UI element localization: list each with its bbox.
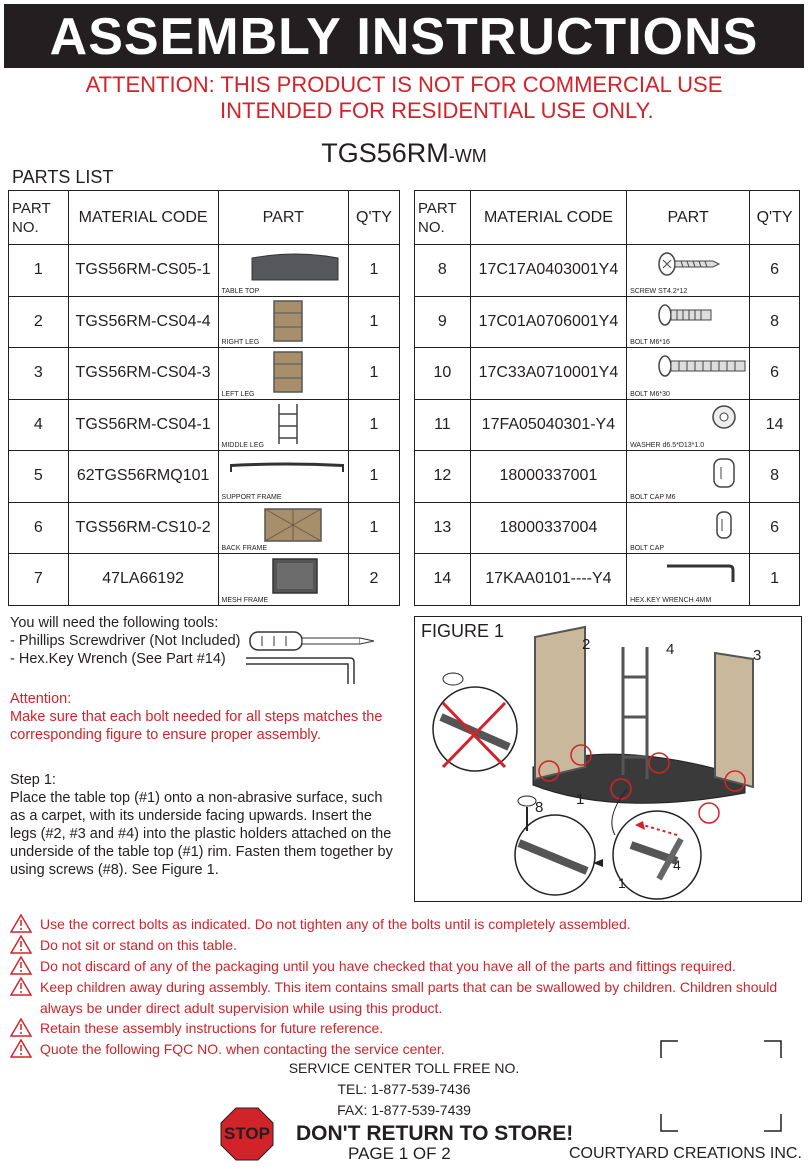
header-qty: Q'TY (349, 191, 400, 245)
tools-intro: You will need the following tools: (10, 615, 219, 631)
attention-title: Attention: (10, 691, 72, 707)
warning-icon (10, 935, 32, 954)
material-code: 62TGS56RMQ101 (68, 451, 218, 503)
attention-text-2: corresponding figure to ensure proper assembly. (10, 727, 321, 743)
header-part: PART (218, 191, 348, 245)
assembly-diagram (415, 617, 801, 901)
part-caption: BOLT CAP (630, 545, 665, 552)
material-code: 18000337004 (470, 502, 626, 554)
warning-item (10, 977, 800, 1019)
part-illustration-cell (218, 296, 348, 348)
step-1-title: Step 1: (10, 772, 56, 788)
title-banner: ASSEMBLY INSTRUCTIONS (4, 4, 804, 68)
callout-8: 8 (535, 799, 544, 816)
part-illustration-cell (218, 451, 348, 503)
part-number: 9 (415, 296, 471, 348)
warning-icon (10, 956, 32, 975)
material-code: TGS56RM-CS04-1 (68, 399, 218, 451)
warning-text: Quote the following FQC NO. when contacting the service center. (40, 1041, 445, 1057)
part-caption: MESH FRAME (221, 596, 269, 604)
part-caption: MIDDLE LEG (221, 442, 264, 449)
part-number: 10 (415, 348, 471, 400)
middle-leg-illustration (271, 402, 307, 446)
warning-text: Retain these assembly instructions for future reference. (40, 1020, 384, 1036)
table-row (9, 245, 400, 297)
table-row (415, 296, 800, 348)
part-illustration-cell (627, 502, 750, 554)
part-caption: BACK FRAME (221, 545, 268, 552)
part-number: 6 (9, 502, 69, 554)
table-row (415, 399, 800, 451)
part-caption: WASHER d6.5*D13*1.0 (630, 442, 705, 449)
part-illustration-cell (627, 399, 750, 451)
service-fax: FAX: 1-877-539-7439 (337, 1102, 471, 1118)
callout-2: 2 (582, 636, 591, 653)
stop-text: STOP (224, 1124, 270, 1143)
warning-text: Use the correct bolts as indicated. Do not tighten any of the bolts until is completely assembled. (40, 916, 631, 932)
warning-icon (10, 1018, 32, 1037)
quantity: 6 (750, 348, 800, 400)
material-code: TGS56RM-CS04-3 (68, 348, 218, 400)
parts-table-left (8, 190, 400, 606)
quantity: 8 (750, 451, 800, 503)
callout-4: 4 (666, 641, 675, 658)
long-bolt-icon (657, 354, 749, 378)
part-caption: BOLT M6*16 (630, 339, 670, 346)
warning-item (10, 935, 800, 956)
part-illustration-cell (218, 554, 348, 606)
table-row (9, 296, 400, 348)
figure-label: FIGURE 1 (421, 621, 505, 641)
part-number: 13 (415, 502, 471, 554)
page-number: PAGE 1 OF 2 (348, 1144, 451, 1163)
part-illustration-cell (627, 348, 750, 400)
warning-text: Do not sit or stand on this table. (40, 937, 237, 953)
part-caption: SUPPORT FRAME (221, 493, 282, 501)
screw-icon (657, 251, 721, 277)
part-illustration-cell (627, 554, 750, 606)
part-illustration-cell (218, 399, 348, 451)
quantity: 8 (750, 296, 800, 348)
warning-text: Do not discard of any of the packaging until you have checked that you have all of the parts and fittings required. (40, 958, 736, 974)
hex-key-wrench-icon (665, 560, 737, 584)
back-frame-illustration (263, 507, 323, 543)
mesh-frame-illustration (271, 557, 319, 595)
right-leg-illustration (271, 299, 307, 343)
attention-line-2: INTENDED FOR RESIDENTIAL USE ONLY. (220, 98, 654, 123)
material-code: 17KAA0101----Y4 (470, 554, 626, 606)
model-number (0, 138, 808, 169)
screwdriver-icon (248, 628, 378, 654)
table-top-illustration (247, 248, 343, 284)
header-qty: Q'TY (750, 191, 800, 245)
part-number: 5 (9, 451, 69, 503)
fqc-number-box (660, 1040, 782, 1132)
bolt-cap-m6-icon (711, 457, 737, 489)
table-row (9, 348, 400, 400)
quantity: 1 (349, 399, 400, 451)
part-caption: TABLE TOP (221, 287, 260, 295)
part-illustration-cell (218, 502, 348, 554)
part-number: 12 (415, 451, 471, 503)
part-caption: RIGHT LEG (221, 339, 260, 346)
header-part: PART (627, 191, 750, 245)
header-part-no: PART NO. (9, 191, 69, 245)
dont-return-text: DON'T RETURN TO STORE! (296, 1122, 574, 1145)
support-frame-illustration (229, 461, 345, 475)
header-material-code: MATERIAL CODE (470, 191, 626, 245)
quantity: 2 (349, 554, 400, 606)
header-part-no: PART NO. (415, 191, 471, 245)
warning-item (10, 914, 800, 935)
attention-line-1: ATTENTION: THIS PRODUCT IS NOT FOR COMMERCIAL USE (85, 72, 723, 97)
warning-text: Keep children away during assembly. This item contains small parts that can be swallowed by children. Children should (40, 979, 778, 995)
warning-icon (10, 977, 32, 996)
hex-key-icon (244, 654, 364, 688)
part-illustration-cell (627, 451, 750, 503)
part-illustration-cell (218, 348, 348, 400)
quantity: 14 (750, 399, 800, 451)
material-code: TGS56RM-CS10-2 (68, 502, 218, 554)
quantity: 1 (349, 348, 400, 400)
quantity: 1 (750, 554, 800, 606)
table-row (415, 245, 800, 297)
warning-icon (10, 1039, 32, 1058)
part-number: 2 (9, 296, 69, 348)
left-leg-illustration (271, 350, 307, 394)
table-row (415, 451, 800, 503)
part-number: 8 (415, 245, 471, 297)
table-row (9, 399, 400, 451)
service-tel: TEL: 1-877-539-7436 (337, 1081, 471, 1097)
callout-4-inset: 4 (673, 857, 681, 873)
quantity: 1 (349, 502, 400, 554)
bolt-cap-icon (713, 509, 735, 541)
step-1 (10, 771, 400, 879)
material-code: TGS56RM-CS04-4 (68, 296, 218, 348)
callout-1: 1 (576, 791, 585, 808)
model-suffix: -WM (448, 146, 487, 166)
part-number: 11 (415, 399, 471, 451)
quantity: 6 (750, 502, 800, 554)
table-row (9, 554, 400, 606)
figure-1 (414, 616, 802, 902)
material-code: 17C01A0706001Y4 (470, 296, 626, 348)
table-header-row (9, 191, 400, 245)
attention-text-1: Make sure that each bolt needed for all steps matches the (10, 709, 383, 725)
part-caption: BOLT CAP M6 (630, 493, 676, 501)
tool-item-screwdriver: - Phillips Screwdriver (Not Included) (10, 633, 241, 649)
material-code: 17C17A0403001Y4 (470, 245, 626, 297)
part-number: 14 (415, 554, 471, 606)
washer-icon (711, 404, 737, 430)
part-caption: BOLT M6*30 (630, 390, 670, 398)
material-code: 18000337001 (470, 451, 626, 503)
part-caption: SCREW ST4.2*12 (630, 287, 688, 295)
material-code: 47LA66192 (68, 554, 218, 606)
quantity: 1 (349, 451, 400, 503)
step-1-text: Place the table top (#1) onto a non-abrasive surface, such as a carpet, with its underside facing upwards. Insert the legs (#2, #3 and #4) into the plastic holders attached on the underside of the table top (#1) rim. Fasten them together by using screws (#8). See Figure 1. (10, 790, 393, 878)
warning-item (10, 956, 800, 977)
tools-section (10, 614, 240, 668)
part-number: 7 (9, 554, 69, 606)
warning-text-continued: always be under direct adult supervision while using this product. (40, 1000, 443, 1016)
callout-3: 3 (753, 647, 762, 664)
attention-block (10, 690, 382, 744)
parts-table-right (414, 190, 800, 606)
parts-list-label: PARTS LIST (12, 167, 114, 187)
table-row (9, 502, 400, 554)
company-name: COURTYARD CREATIONS INC. (569, 1145, 802, 1162)
table-row (415, 502, 800, 554)
part-caption: LEFT LEG (221, 390, 255, 398)
table-header-row (415, 191, 800, 245)
quantity: 1 (349, 245, 400, 297)
part-illustration-cell (627, 296, 750, 348)
part-number: 1 (9, 245, 69, 297)
material-code: 17C33A0710001Y4 (470, 348, 626, 400)
part-number: 3 (9, 348, 69, 400)
table-row (415, 554, 800, 606)
header-material-code: MATERIAL CODE (68, 191, 218, 245)
material-code: 17FA05040301-Y4 (470, 399, 626, 451)
table-row (9, 451, 400, 503)
warning-icon (10, 914, 32, 933)
table-row (415, 348, 800, 400)
part-illustration-cell (218, 245, 348, 297)
bolt-icon (657, 303, 717, 327)
material-code: TGS56RM-CS05-1 (68, 245, 218, 297)
quantity: 6 (750, 245, 800, 297)
tool-item-hex-key: - Hex.Key Wrench (See Part #14) (10, 651, 226, 667)
service-title: SERVICE CENTER TOLL FREE NO. (288, 1060, 520, 1076)
model-main: TGS56RM (321, 138, 449, 168)
quantity: 1 (349, 296, 400, 348)
part-illustration-cell (627, 245, 750, 297)
part-number: 4 (9, 399, 69, 451)
callout-1-inset: 1 (618, 875, 626, 891)
warning-item (10, 1018, 800, 1039)
part-caption: HEX.KEY WRENCH 4MM (630, 596, 712, 604)
